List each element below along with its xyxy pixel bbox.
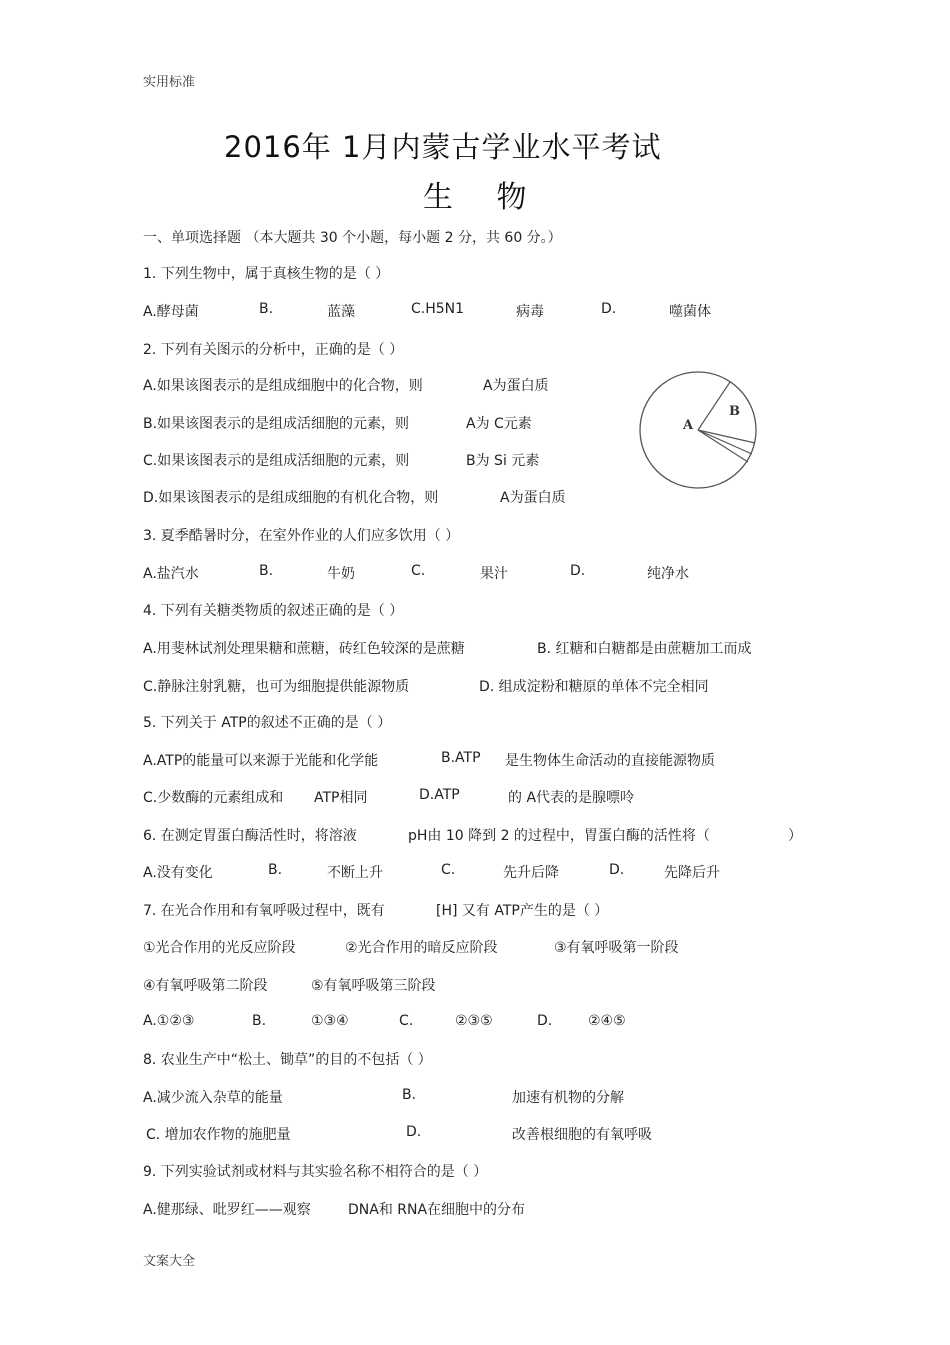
option-c-text: 病毒 [516, 304, 544, 320]
q2-option-a: A.如果该图表示的是组成细胞中的化合物，则 [143, 378, 423, 394]
q2-option-d: D.如果该图表示的是组成细胞的有机化合物，则 [143, 490, 439, 506]
q7-item-5: ⑤有氧呼吸第三阶段 [311, 978, 436, 994]
option-d-letter: D. [570, 563, 586, 579]
q2-option-c: C.如果该图表示的是组成活细胞的元素，则 [143, 453, 410, 469]
q9-option-a: A.健那绿、吡罗红——观察 [143, 1202, 311, 1218]
option-c-letter: C. [399, 1013, 414, 1029]
q7-item-4: ④有氧呼吸第二阶段 [143, 978, 268, 994]
option-c-text: 先升后降 [503, 865, 559, 881]
q5-option-b-letter: B.ATP [441, 750, 481, 766]
q5-option-c-end: ATP相同 [314, 790, 368, 806]
option-c-text: 果汁 [480, 566, 508, 582]
page-header: 实用标准 [143, 75, 196, 90]
option-b-text: 牛奶 [327, 566, 355, 582]
option-d-text: 噬菌体 [669, 304, 711, 320]
q5-option-d-letter: D.ATP [419, 787, 460, 803]
option-d-text: ②④⑤ [588, 1013, 626, 1029]
option-b-letter: B. [259, 563, 274, 579]
q5-option-a: A.ATP的能量可以来源于光能和化学能 [143, 753, 379, 769]
option-d-letter: D. [537, 1013, 553, 1029]
option-a: A.盐汽水 [143, 566, 199, 582]
option-b-text: 不断上升 [327, 865, 383, 881]
option-d-text: 纯净水 [647, 566, 689, 582]
q4-option-d: D. 组成淀粉和糖原的单体不完全相同 [479, 679, 709, 695]
question-7-stem-cont: [H] 又有 ATP产生的是（ ） [436, 903, 609, 919]
question-1-stem: 1. 下列生物中，属于真核生物的是（ ） [143, 266, 390, 282]
page-title: 2016年 1月内蒙古学业水平考试 [224, 130, 662, 164]
option-b-letter: B. [259, 301, 274, 317]
option-a: A.①②③ [143, 1013, 195, 1029]
option-c-letter: C. [411, 563, 426, 579]
q8-option-b-text: 加速有机物的分解 [512, 1090, 624, 1106]
option-c-text: ②③⑤ [455, 1013, 493, 1029]
option-a: A.没有变化 [143, 865, 213, 881]
question-6-stem: 6. 在测定胃蛋白酶活性时，将溶液 [143, 828, 357, 844]
section-heading: 一、单项选择题 （本大题共 30 个小题，每小题 2 分，共 60 分。） [143, 230, 562, 246]
q7-item-2: ②光合作用的暗反应阶段 [345, 940, 498, 956]
pie-sector-line-4 [698, 430, 748, 462]
option-b-letter: B. [268, 862, 283, 878]
pie-sector-line-2 [698, 430, 755, 443]
question-8-stem: 8. 农业生产中“松土、锄草”的目的不包括（ ） [143, 1052, 432, 1068]
q8-option-a: A.减少流入杂草的能量 [143, 1090, 283, 1106]
pie-label-b: B [729, 404, 740, 419]
option-b-text: ①③④ [311, 1013, 349, 1029]
question-6-stem-end: ） [788, 828, 802, 844]
q8-option-c: C. 增加农作物的施肥量 [146, 1127, 291, 1143]
option-d-letter: D. [601, 301, 617, 317]
q4-option-c: C.静脉注射乳糖，也可为细胞提供能源物质 [143, 679, 410, 695]
q4-option-b: B. 红糖和白糖都是由蔗糖加工而成 [537, 641, 752, 657]
q7-item-1: ①光合作用的光反应阶段 [143, 940, 296, 956]
q2-option-d-end: A为蛋白质 [500, 490, 566, 506]
option-c-letter: C.H5N1 [411, 301, 465, 317]
pie-sector-line-1 [698, 382, 730, 430]
q8-option-d-letter: D. [406, 1124, 422, 1140]
q5-option-c: C.少数酶的元素组成和 [143, 790, 284, 806]
pie-sector-line-3 [698, 430, 752, 454]
question-2-stem: 2. 下列有关图示的分析中，正确的是（ ） [143, 342, 404, 358]
question-4-stem: 4. 下列有关糖类物质的叙述正确的是（ ） [143, 603, 404, 619]
question-5-stem: 5. 下列关于 ATP的叙述不正确的是（ ） [143, 715, 392, 731]
q5-option-b-text: 是生物体生命活动的直接能源物质 [505, 753, 715, 769]
q4-option-a: A.用斐林试剂处理果糖和蔗糖，砖红色较深的是蔗糖 [143, 641, 465, 657]
option-d-text: 先降后升 [664, 865, 720, 881]
pie-label-a: A [683, 418, 694, 433]
option-a: A.酵母菌 [143, 304, 199, 320]
q7-item-3: ③有氧呼吸第一阶段 [554, 940, 679, 956]
option-b-text: 蓝藻 [327, 304, 355, 320]
option-b-letter: B. [252, 1013, 267, 1029]
q9-option-a-end: DNA和 RNA在细胞中的分布 [348, 1202, 526, 1218]
question-7-stem: 7. 在光合作用和有氧呼吸过程中，既有 [143, 903, 385, 919]
q2-option-c-end: B为 Si 元素 [466, 453, 540, 469]
page-subtitle: 生 物 [423, 180, 527, 215]
question-6-stem-cont: pH由 10 降到 2 的过程中，胃蛋白酶的活性将（ [408, 828, 710, 844]
q2-option-b-end: A为 C元素 [466, 416, 532, 432]
question-3-stem: 3. 夏季酷暑时分，在室外作业的人们应多饮用（ ） [143, 528, 460, 544]
question-9-stem: 9. 下列实验试剂或材料与其实验名称不相符合的是（ ） [143, 1164, 488, 1180]
option-c-letter: C. [441, 862, 456, 878]
q2-option-b: B.如果该图表示的是组成活细胞的元素，则 [143, 416, 410, 432]
pie-figure [638, 368, 760, 492]
q8-option-b-letter: B. [402, 1087, 417, 1103]
q8-option-d-text: 改善根细胞的有氧呼吸 [512, 1127, 652, 1143]
q2-option-a-end: A为蛋白质 [483, 378, 549, 394]
q5-option-d-text: 的 A代表的是腺嘌呤 [508, 790, 635, 806]
option-d-letter: D. [609, 862, 625, 878]
page-footer: 文案大全 [143, 1254, 196, 1269]
